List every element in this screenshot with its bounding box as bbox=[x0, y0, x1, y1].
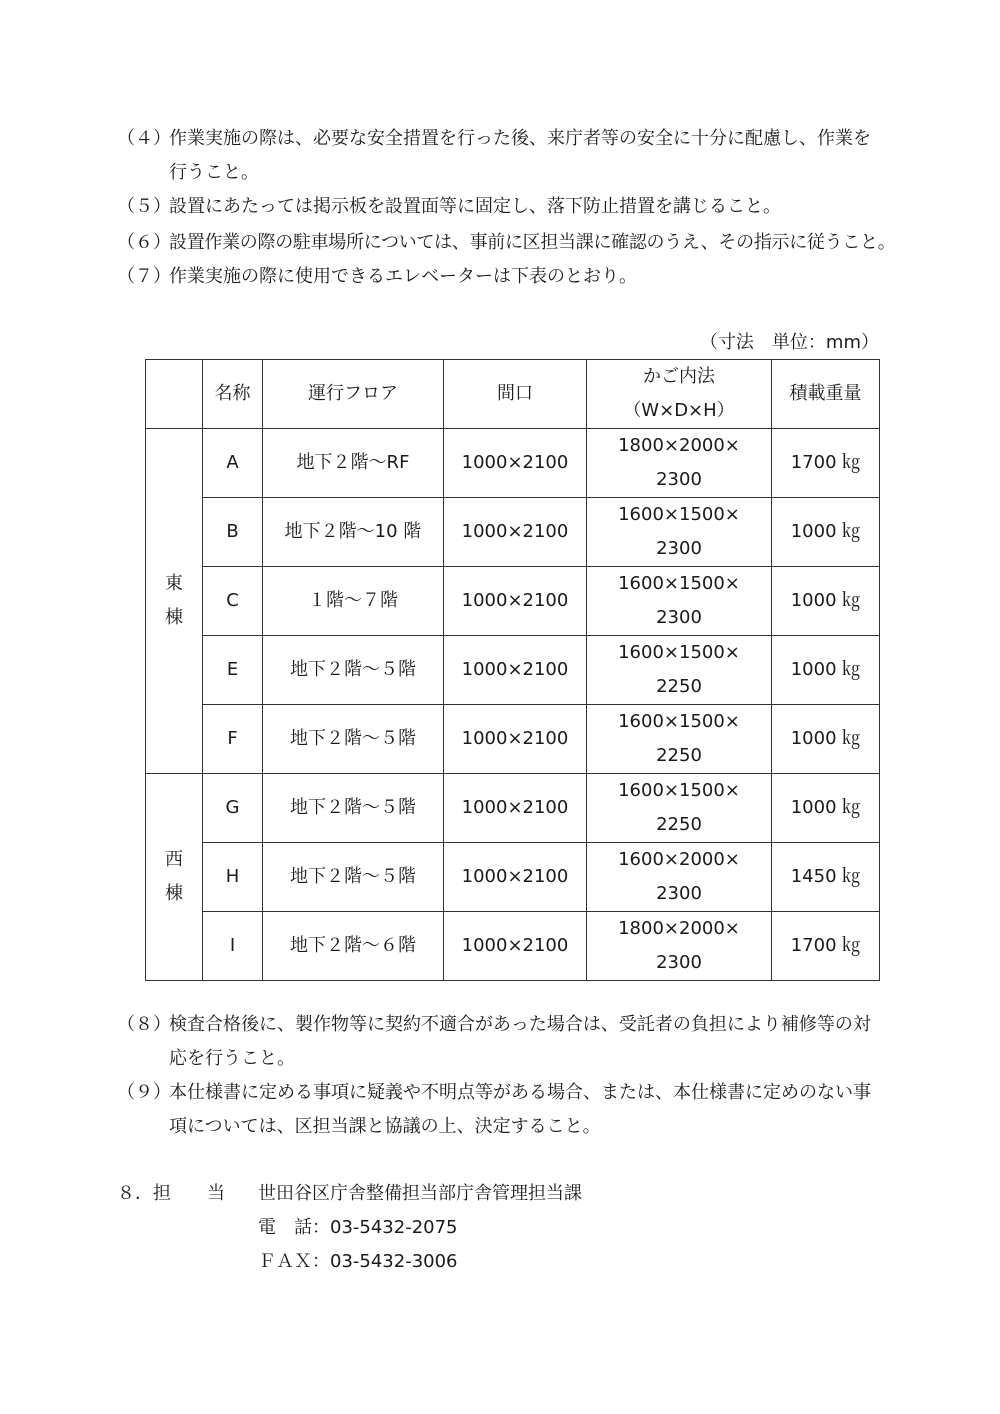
cell-load: 1000 ㎏ bbox=[772, 774, 880, 843]
header-floors: 運行フロア bbox=[263, 360, 444, 429]
contact-dept: 世田谷区庁舎整備担当部庁舎管理担当課 bbox=[258, 1183, 582, 1204]
item-9 bbox=[117, 1076, 917, 1144]
cell-name: B bbox=[203, 498, 263, 567]
header-car-line2: （W×D×H） bbox=[623, 400, 735, 421]
item-7 bbox=[117, 260, 917, 294]
cell-car-size: 1600×2000× 2300 bbox=[587, 843, 772, 912]
cell-opening: 1000×2100 bbox=[444, 636, 587, 705]
item-text: 本仕様書に定める事項に疑義や不明点等がある場合、または、本仕様書に定めのない事 bbox=[169, 1082, 871, 1103]
item-text: 作業実施の際は、必要な安全措置を行った後、来庁者等の安全に十分に配慮し、作業を bbox=[169, 128, 871, 149]
cell-car-size: 1800×2000× 2300 bbox=[587, 912, 772, 981]
contact-section bbox=[117, 1177, 917, 1279]
table-row bbox=[146, 429, 880, 498]
item-text: 作業実施の際に使用できるエレベーターは下表のとおり。 bbox=[169, 266, 637, 287]
elevator-table bbox=[145, 359, 880, 981]
cell-name: I bbox=[203, 912, 263, 981]
item-text-cont: 項については、区担当課と協議の上、決定すること。 bbox=[169, 1116, 601, 1137]
table-row bbox=[146, 567, 880, 636]
cell-opening: 1000×2100 bbox=[444, 774, 587, 843]
table-row bbox=[146, 498, 880, 567]
cell-name: H bbox=[203, 843, 263, 912]
cell-car-size: 1600×1500× 2250 bbox=[587, 636, 772, 705]
item-text-cont: 行うこと。 bbox=[169, 162, 259, 183]
cell-floors: 地下２階～５階 bbox=[263, 636, 444, 705]
cell-opening: 1000×2100 bbox=[444, 429, 587, 498]
item-number: （８） bbox=[117, 1014, 171, 1035]
cell-floors: 地下２階～５階 bbox=[263, 843, 444, 912]
cell-load: 1700 ㎏ bbox=[772, 429, 880, 498]
cell-name: G bbox=[203, 774, 263, 843]
item-6 bbox=[117, 226, 917, 260]
cell-load: 1000 ㎏ bbox=[772, 705, 880, 774]
contact-tel: 電 話：03-5432-2075 bbox=[258, 1217, 458, 1238]
cell-opening: 1000×2100 bbox=[444, 843, 587, 912]
item-5 bbox=[117, 190, 917, 224]
cell-opening: 1000×2100 bbox=[444, 498, 587, 567]
header-name: 名称 bbox=[203, 360, 263, 429]
cell-load: 1000 ㎏ bbox=[772, 498, 880, 567]
contact-label: ８．担 当 bbox=[117, 1183, 225, 1204]
cell-car-size: 1800×2000× 2300 bbox=[587, 429, 772, 498]
table-header-row bbox=[146, 360, 880, 429]
cell-floors: 地下２階～６階 bbox=[263, 912, 444, 981]
item-8 bbox=[117, 1008, 917, 1076]
cell-load: 1450 ㎏ bbox=[772, 843, 880, 912]
table-row bbox=[146, 774, 880, 843]
item-number: （７） bbox=[117, 266, 171, 287]
building-west: 西 棟 bbox=[146, 774, 203, 981]
cell-car-size: 1600×1500× 2250 bbox=[587, 774, 772, 843]
item-text: 設置作業の際の駐車場所については、事前に区担当課に確認のうえ、その指示に従うこと。 bbox=[169, 232, 896, 253]
item-number: （９） bbox=[117, 1082, 171, 1103]
cell-load: 1700 ㎏ bbox=[772, 912, 880, 981]
table-row bbox=[146, 912, 880, 981]
item-text: 設置にあたっては掲示板を設置面等に固定し、落下防止措置を講じること。 bbox=[169, 196, 781, 217]
cell-name: A bbox=[203, 429, 263, 498]
header-building bbox=[146, 360, 203, 429]
item-text-cont: 応を行うこと。 bbox=[169, 1048, 295, 1069]
cell-name: C bbox=[203, 567, 263, 636]
table-row bbox=[146, 636, 880, 705]
cell-name: F bbox=[203, 705, 263, 774]
cell-floors: １階～７階 bbox=[263, 567, 444, 636]
item-4 bbox=[117, 122, 917, 190]
cell-floors: 地下２階～５階 bbox=[263, 705, 444, 774]
header-load: 積載重量 bbox=[772, 360, 880, 429]
header-opening: 間口 bbox=[444, 360, 587, 429]
cell-opening: 1000×2100 bbox=[444, 705, 587, 774]
cell-floors: 地下２階～５階 bbox=[263, 774, 444, 843]
building-east: 東 棟 bbox=[146, 429, 203, 774]
cell-car-size: 1600×1500× 2250 bbox=[587, 705, 772, 774]
item-number: （４） bbox=[117, 128, 171, 149]
unit-note: （寸法 単位：mm） bbox=[699, 332, 879, 353]
cell-car-size: 1600×1500× 2300 bbox=[587, 498, 772, 567]
item-number: （６） bbox=[117, 232, 171, 253]
item-number: （５） bbox=[117, 196, 171, 217]
table-row bbox=[146, 843, 880, 912]
cell-floors: 地下２階～10 階 bbox=[263, 498, 444, 567]
cell-load: 1000 ㎏ bbox=[772, 567, 880, 636]
contact-fax: ＦＡＸ：03-5432-3006 bbox=[258, 1251, 458, 1272]
cell-floors: 地下２階～RF bbox=[263, 429, 444, 498]
cell-opening: 1000×2100 bbox=[444, 912, 587, 981]
cell-opening: 1000×2100 bbox=[444, 567, 587, 636]
item-text: 検査合格後に、製作物等に契約不適合があった場合は、受託者の負担により補修等の対 bbox=[169, 1014, 871, 1035]
table-row bbox=[146, 705, 880, 774]
header-car-line1: かご内法 bbox=[643, 366, 715, 387]
header-car-size bbox=[587, 360, 772, 429]
cell-name: E bbox=[203, 636, 263, 705]
cell-load: 1000 ㎏ bbox=[772, 636, 880, 705]
cell-car-size: 1600×1500× 2300 bbox=[587, 567, 772, 636]
